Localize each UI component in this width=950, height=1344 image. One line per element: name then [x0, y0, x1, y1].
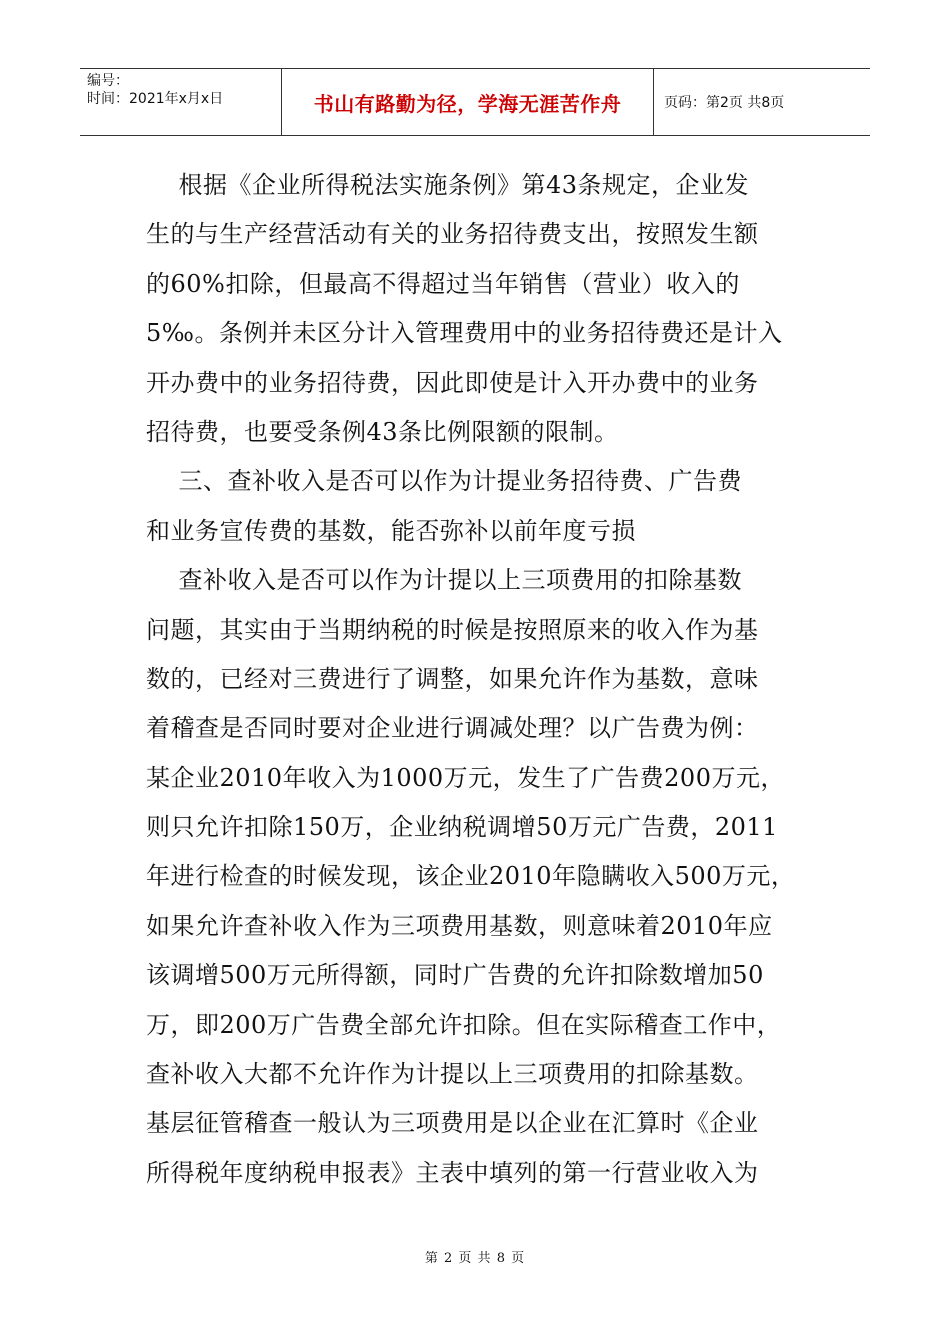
- document-number-label: 编号：: [87, 73, 129, 89]
- body-line: 年进行检查的时候发现，该企业2010年隐瞒收入500万元，: [146, 862, 796, 891]
- body-line: 和业务宣传费的基数，能否弥补以前年度亏损: [146, 516, 636, 545]
- body-line: 招待费，也要受条例43条比例限额的限制。: [146, 417, 619, 446]
- body-line: 则只允许扣除150万，企业纳税调增50万元广告费，2011: [146, 813, 778, 842]
- body-line: 基层征管稽查一般认为三项费用是以企业在汇算时《企业: [146, 1109, 759, 1138]
- body-line: 着稽查是否同时要对企业进行调减处理？以广告费为例：: [146, 714, 759, 743]
- body-line: 查补收入是否可以作为计提以上三项费用的扣除基数: [146, 566, 743, 595]
- body-line: 某企业2010年收入为1000万元，发生了广告费200万元，: [146, 763, 785, 792]
- body-line: 该调增500万元所得额，同时广告费的允许扣除数增加50: [146, 961, 764, 990]
- header-page-info: 页码：第2页 共8页: [664, 95, 785, 111]
- page-footer: 第 2 页 共 8 页: [424, 1251, 526, 1266]
- document-time-label: 时间：2021年x月x日: [87, 91, 224, 107]
- body-line: 万，即200万广告费全部允许扣除。但在实际稽查工作中，: [146, 1010, 782, 1039]
- body-line: 如果允许查补收入作为三项费用基数，则意味着2010年应: [146, 911, 773, 940]
- header-meta: [80, 69, 282, 135]
- body-line: 问题，其实由于当期纳税的时候是按照原来的收入作为基: [146, 615, 759, 644]
- body-line: 生的与生产经营活动有关的业务招待费支出，按照发生额: [146, 220, 759, 249]
- page-header: [80, 68, 870, 136]
- body-line: 三、查补收入是否可以作为计提业务招待费、广告费: [146, 467, 743, 496]
- body-line: 数的，已经对三费进行了调整，如果允许作为基数，意味: [146, 664, 759, 693]
- body-line: 根据《企业所得税法实施条例》第43条规定，企业发: [146, 171, 750, 199]
- body-line: 开办费中的业务招待费，因此即使是计入开办费中的业务: [146, 368, 759, 397]
- body-line: 所得税年度纳税申报表》主表中填列的第一行营业收入为: [146, 1158, 759, 1187]
- body-line: 的60%扣除，但最高不得超过当年销售（营业）收入的: [146, 269, 740, 298]
- document-body: [146, 161, 816, 1198]
- header-motto: 书山有路勤为径，学海无涯苦作舟: [282, 69, 654, 135]
- body-line: 查补收入大都不允许作为计提以上三项费用的扣除基数。: [146, 1060, 759, 1089]
- body-line: 5‰。条例并未区分计入管理费用中的业务招待费还是计入: [146, 319, 783, 348]
